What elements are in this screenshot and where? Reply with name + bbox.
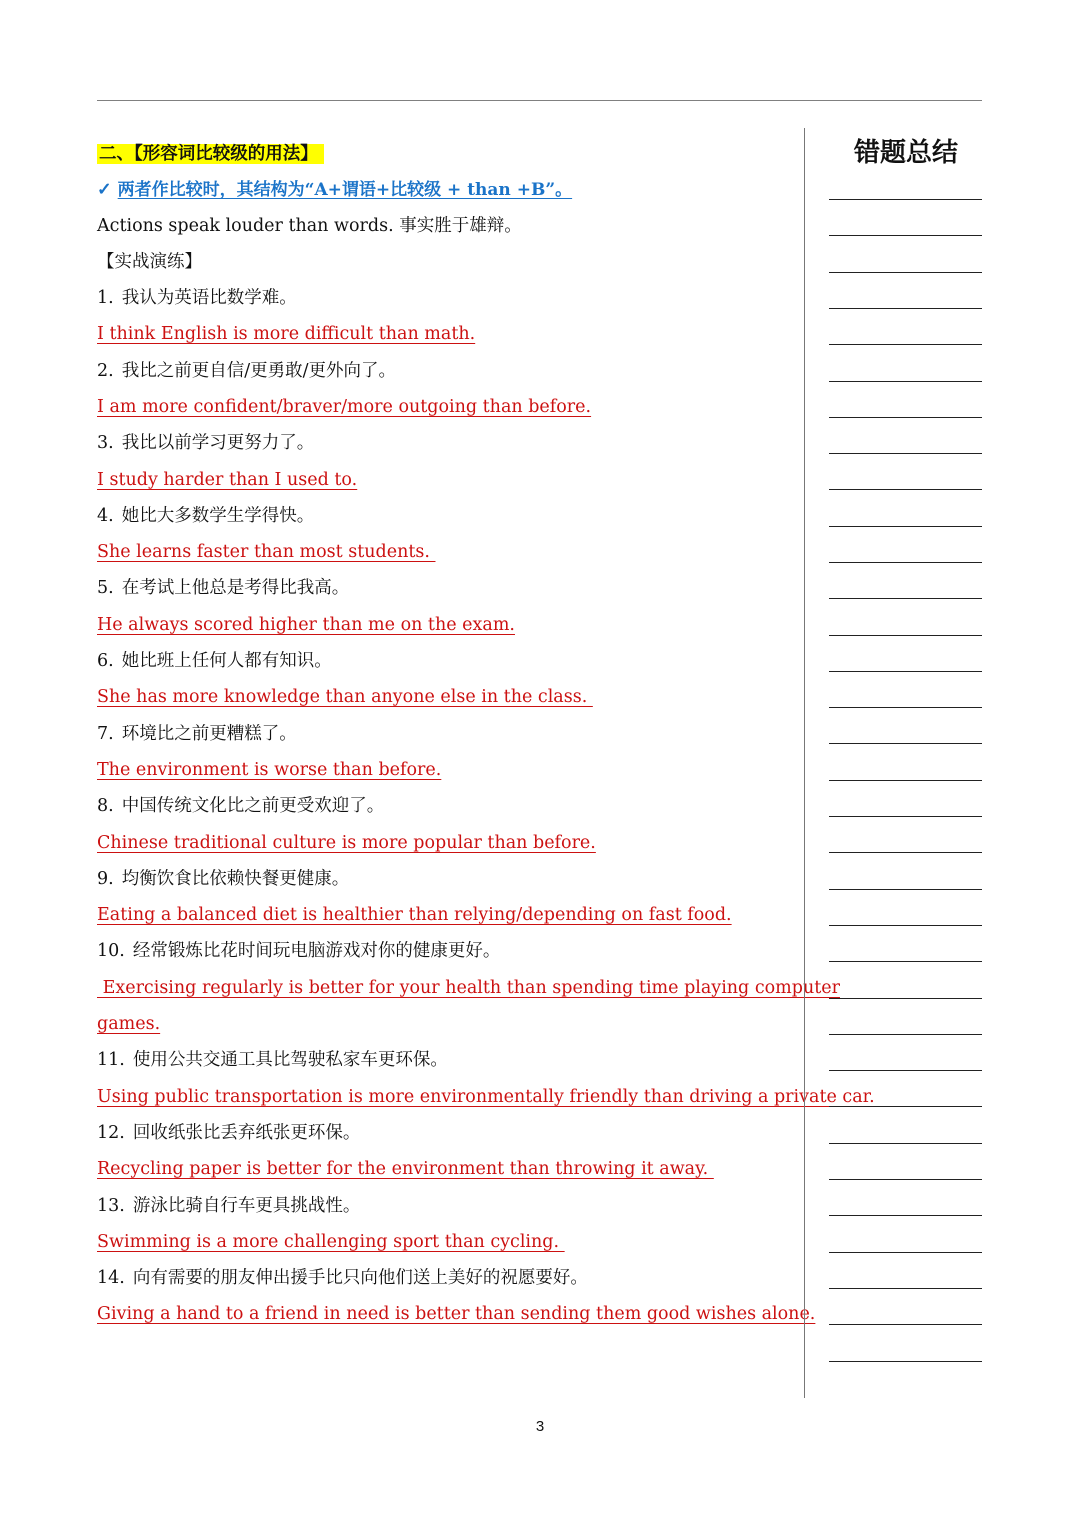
answer-text: She has more knowledge than anyone else in the class.	[97, 687, 593, 708]
notes-line[interactable]	[829, 526, 982, 527]
notes-line[interactable]	[829, 1252, 982, 1253]
question-chinese: 向有需要的朋友伸出援手比只向他们送上美好的祝愿要好。	[132, 1268, 588, 1289]
question-chinese: 使用公共交通工具比驾驶私家车更环保。	[132, 1050, 448, 1071]
question-item	[97, 570, 349, 606]
notes-line[interactable]	[829, 1288, 982, 1289]
notes-line[interactable]	[829, 308, 982, 309]
notes-line[interactable]	[829, 272, 982, 273]
notes-line[interactable]	[829, 381, 982, 382]
notes-line[interactable]	[829, 489, 982, 490]
notes-line[interactable]	[829, 671, 982, 672]
question-item	[97, 1260, 588, 1296]
answer-line	[97, 1296, 815, 1332]
notes-line[interactable]	[829, 562, 982, 563]
question-chinese: 游泳比骑自行车更具挑战性。	[132, 1195, 361, 1216]
question-chinese: 她比大多数学生学得快。	[121, 505, 315, 526]
question-chinese: 环境比之前更糟糕了。	[121, 723, 297, 744]
practice-label: 【实战演练】	[97, 252, 202, 272]
question-number: 8.	[97, 796, 114, 817]
question-number: 5.	[97, 578, 114, 599]
answer-text: Using public transportation is more environmentally friendly than driving a private car.	[97, 1086, 875, 1107]
question-item	[97, 280, 297, 316]
answer-text: She learns faster than most students.	[97, 542, 436, 563]
answer-line	[97, 1079, 875, 1115]
answer-text: Giving a hand to a friend in need is better than sending them good wishes alone.	[97, 1304, 816, 1325]
question-chinese: 均衡饮食比依赖快餐更健康。	[121, 868, 350, 889]
question-number: 7.	[97, 723, 114, 744]
question-number: 3.	[97, 433, 114, 454]
notes-line[interactable]	[829, 889, 982, 890]
answer-text: I am more confident/braver/more outgoing than before.	[97, 396, 592, 417]
question-item	[97, 861, 349, 897]
sidebar-title: 错题总结	[853, 138, 958, 168]
answer-line	[97, 752, 441, 788]
question-item	[97, 788, 384, 824]
question-chinese: 我认为英语比数学难。	[121, 288, 297, 308]
answer-line	[97, 607, 515, 643]
question-item	[97, 716, 297, 752]
question-item	[97, 1115, 360, 1151]
answer-text: He always scored higher than me on the exam.	[97, 614, 515, 635]
answer-line	[97, 316, 475, 352]
notes-line[interactable]	[829, 453, 982, 454]
notes-line[interactable]	[829, 1361, 982, 1362]
answer-text: The environment is worse than before.	[97, 759, 442, 780]
notes-line[interactable]	[829, 1034, 982, 1035]
question-number: 4.	[97, 505, 114, 526]
answer-text: Swimming is a more challenging sport than cycling.	[97, 1231, 565, 1252]
answer-line	[97, 1151, 714, 1187]
notes-line[interactable]	[829, 1215, 982, 1216]
question-chinese: 中国传统文化比之前更受欢迎了。	[121, 796, 385, 817]
answer-text: I think English is more difficult than math.	[97, 324, 476, 345]
notes-line[interactable]	[829, 816, 982, 817]
question-chinese: 回收纸张比丢弃纸张更环保。	[132, 1122, 361, 1143]
notes-line[interactable]	[829, 707, 982, 708]
notes-line[interactable]	[829, 1070, 982, 1071]
section-title: 二、【形容词比较级的用法】	[97, 144, 324, 164]
question-item	[97, 933, 500, 969]
answer-text: Recycling paper is better for the environment than throwing it away.	[97, 1159, 714, 1180]
question-chinese: 我比之前更自信/更勇敢/更外向了。	[121, 360, 396, 381]
answer-line	[97, 825, 596, 861]
notes-line[interactable]	[829, 1106, 982, 1107]
answer-line	[97, 534, 435, 570]
notes-line[interactable]	[829, 1324, 982, 1325]
notes-line[interactable]	[829, 961, 982, 962]
notes-line[interactable]	[829, 199, 982, 200]
answer-line	[97, 1006, 160, 1042]
question-chinese: 她比班上任何人都有知识。	[121, 651, 332, 671]
grammar-rule	[97, 172, 572, 208]
question-item	[97, 1042, 448, 1078]
checkmark-icon: ✓	[97, 180, 112, 200]
answer-line	[97, 897, 732, 933]
question-chinese: 我比以前学习更努力了。	[121, 433, 315, 454]
question-number: 13.	[97, 1195, 125, 1216]
notes-line[interactable]	[829, 780, 982, 781]
answer-line	[97, 389, 591, 425]
question-item	[97, 425, 314, 461]
notes-line[interactable]	[829, 235, 982, 236]
answer-text: games.	[97, 1014, 161, 1034]
notes-line[interactable]	[829, 743, 982, 744]
question-number: 1.	[97, 288, 114, 308]
question-chinese: 经常锻炼比花时间玩电脑游戏对你的健康更好。	[132, 941, 501, 962]
column-divider	[804, 128, 805, 1398]
answer-line	[97, 1224, 565, 1260]
question-number: 6.	[97, 651, 114, 671]
question-number: 2.	[97, 360, 114, 381]
question-chinese: 在考试上他总是考得比我高。	[121, 578, 350, 599]
question-item	[97, 498, 314, 534]
rule-text: 两者作比较时，其结构为“A+谓语+比较级 + than +B”。	[117, 180, 573, 200]
question-number: 10.	[97, 941, 125, 962]
notes-line[interactable]	[829, 925, 982, 926]
answer-line	[97, 970, 840, 1006]
notes-line[interactable]	[829, 344, 982, 345]
notes-line[interactable]	[829, 598, 982, 599]
question-number: 9.	[97, 868, 114, 889]
notes-line[interactable]	[829, 635, 982, 636]
question-item	[97, 643, 332, 679]
section-heading	[97, 136, 324, 172]
question-number: 12.	[97, 1122, 125, 1143]
notes-line[interactable]	[829, 852, 982, 853]
notes-line[interactable]	[829, 998, 982, 999]
notes-line[interactable]	[829, 1143, 982, 1144]
question-item	[97, 1188, 360, 1224]
answer-line	[97, 462, 357, 498]
question-item	[97, 353, 396, 389]
notes-line[interactable]	[829, 417, 982, 418]
example-sentence: Actions speak louder than words. 事实胜于雄辩。	[97, 216, 522, 236]
answer-text: I study harder than I used to.	[97, 469, 358, 490]
page-number: 3	[535, 1418, 545, 1435]
answer-text: Eating a balanced diet is healthier than relying/depending on fast food.	[97, 905, 732, 926]
question-number: 14.	[97, 1268, 125, 1289]
question-number: 11.	[97, 1050, 125, 1071]
notes-line[interactable]	[829, 1179, 982, 1180]
answer-line	[97, 679, 593, 715]
answer-text: Exercising regularly is better for your health than spending time playing computer	[97, 977, 840, 998]
header-rule	[97, 100, 982, 101]
answer-text: Chinese traditional culture is more popular than before.	[97, 832, 596, 853]
